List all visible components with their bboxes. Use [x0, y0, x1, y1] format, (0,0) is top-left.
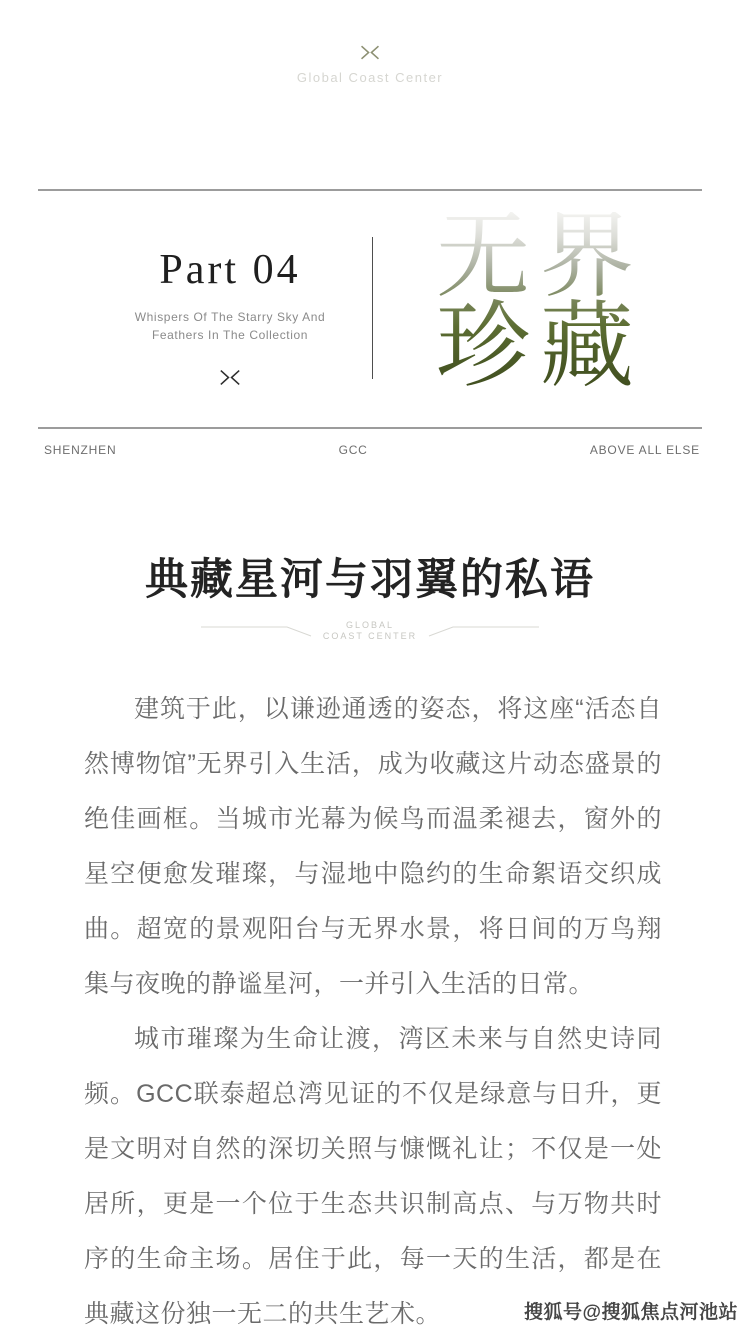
part-block — [100, 246, 360, 392]
ornament-line-left-icon — [201, 624, 313, 638]
sohu-watermark: 搜狐号@搜狐焦点河池站 — [523, 1302, 738, 1323]
part-number-label: Part 04 — [159, 247, 301, 293]
headline-ornament — [0, 620, 740, 642]
brand-header — [0, 44, 740, 85]
gcc-logo-icon — [358, 44, 382, 66]
article-title: 典藏星河与羽翼的私语 — [145, 557, 595, 604]
ornament-text — [323, 620, 417, 642]
meta-brand-label: GCC — [338, 443, 368, 457]
part-subtitle-line2: Feathers In The Collection — [151, 328, 309, 342]
divider-top — [38, 189, 702, 191]
gcc-logo-icon — [100, 368, 360, 392]
meta-row — [44, 443, 700, 457]
body-paragraph-1: 建筑于此，以谦逊通透的姿态，将这座“活态自然博物馆”无界引入生活，成为收藏这片动态盛景的绝佳画框。当城市光幕为候鸟而温柔褪去，窗外的星空便愈发璀璨，与湿地中隐约的生命絮语交织成曲。超宽的景观阳台与无界水景，将日间的万鸟翔集与夜晚的静谧星河，一并引入生活的日常。 — [84, 695, 662, 998]
ornament-text-line1: GLOBAL — [345, 620, 395, 630]
ornament-text-line2: COAST CENTER — [322, 631, 418, 641]
divider-middle — [38, 427, 702, 429]
meta-city-label: SHENZHEN — [44, 443, 117, 457]
article-body — [84, 682, 662, 1330]
vertical-divider — [372, 237, 373, 379]
part-subtitle — [100, 308, 360, 344]
body-paragraph-2: 城市璀璨为生命让渡，湾区未来与自然史诗同频。GCC联泰超总湾见证的不仅是绿意与日升，更是文明对自然的深切关照与慷慨礼让；不仅是一处居所，更是一个位于生态共识制高点、与万物共时序的生命主场。居住于此，每一天的生活，都是在典藏这份独一无二的共生艺术。 — [84, 1025, 662, 1328]
section-display-title-line2: 珍藏 — [435, 295, 644, 399]
section-display-title-line1: 无界 — [435, 205, 644, 309]
section-display-title — [422, 205, 648, 399]
ornament-line-right-icon — [427, 624, 539, 638]
part-subtitle-line1: Whispers Of The Starry Sky And — [134, 310, 326, 324]
brand-name-text: Global Coast Center — [296, 70, 444, 85]
meta-slogan-label: ABOVE ALL ELSE — [589, 443, 700, 457]
